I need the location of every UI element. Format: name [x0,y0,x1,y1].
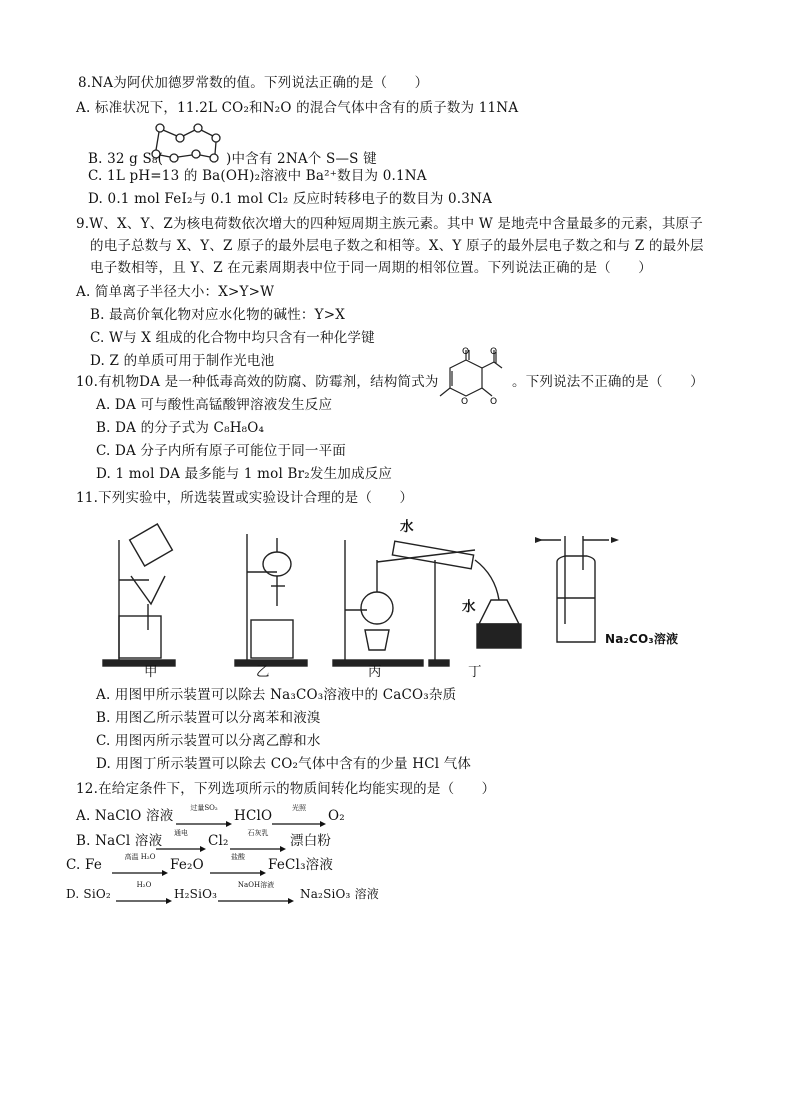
q10-stem-suffix: 。下列说法不正确的是（ ） [512,374,704,390]
q12-stem: 12.在给定条件下，下列选项所示的物质间转化均能实现的是（ ） [76,781,496,797]
q8-option-b-prefix: B. 32 g S₈( [88,151,164,167]
q10-option-a: A. DA 可与酸性高锰酸钾溶液发生反应 [96,397,333,413]
q12-d-arrow2: NaOH溶液 [218,881,294,895]
q12-b-product: 漂白粉 [290,833,332,849]
water-inlet-label: 水 [400,519,414,535]
q8-option-a: A. 标准状况下，11.2L CO₂和N₂O 的混合气体中含有的质子数为 11NA [76,100,519,116]
q12-a-arrow2: 光照 [272,804,326,818]
q11-option-a: A. 用图甲所示装置可以除去 Na₃CO₃溶液中的 CaCO₃杂质 [96,687,457,703]
q8-option-d: D. 0.1 mol FeI₂与 0.1 mol Cl₂ 反应时转移电子的数目为 0.3NA [88,191,493,207]
q8-option-b-suffix: )中含有 2NA个 S—S 键 [226,151,377,167]
q12-b-arrow1: 通电 [156,829,206,843]
q12-d-arrow1: H₂O [116,881,172,895]
q12-c-intermediate: Fe₂O [170,857,204,873]
figure-label-ding: 丁 [468,664,482,680]
q10-option-d: D. 1 mol DA 最多能与 1 mol Br₂发生加成反应 [96,466,393,482]
da-structure-formula [432,346,504,414]
q12-c-arrow2: 盐酸 [210,853,266,867]
figure-label-yi: 乙 [256,664,270,680]
na2co3-solution-label: Na₂CO₃溶液 [605,632,679,646]
q12-d-product: Na₂SiO₃ 溶液 [300,887,379,901]
svg-text:O: O [490,347,498,357]
q12-a-arrow1: 过量SO₂ [176,804,232,818]
q12-a-reactant: A. NaClO 溶液 [76,808,174,824]
q9-stem-line2: 的电子总数与 X、Y、Z 原子的最外层电子数之和相等。X、Y 原子的最外层电子数之和与 Z 的最外层 [90,238,704,254]
q12-d-reactant: D. SiO₂ [66,887,111,901]
q8-option-c: C. 1L pH=13 的 Ba(OH)₂溶液中 Ba²⁺数目为 0.1NA [88,168,427,184]
q10-stem-prefix: 10.有机物DA 是一种低毒高效的防腐、防霉剂，结构简式为 [76,374,439,390]
figure-label-jia: 甲 [144,664,158,680]
svg-text:O: O [490,397,498,407]
q12-c-reactant: C. Fe [66,857,103,873]
q9-stem-line1: 9.W、X、Y、Z为核电荷数依次增大的四种短周期主族元素。其中 W 是地壳中含量最多的元素，其原子 [76,216,703,232]
q12-b-intermediate: Cl₂ [208,833,229,849]
svg-text:O: O [462,347,470,357]
q9-option-d: D. Z 的单质可用于制作光电池 [90,353,275,369]
svg-text:O: O [461,397,469,407]
water-outlet-label: 水 [462,599,476,615]
q11-stem: 11.下列实验中，所选装置或实验设计合理的是（ ） [76,490,414,506]
q12-c-product: FeCl₃溶液 [268,857,334,873]
q12-b-arrow2: 石灰乳 [230,829,286,843]
q12-d-intermediate: H₂SiO₃ [174,887,218,901]
q12-a-product: O₂ [328,808,345,824]
q11-option-b: B. 用图乙所示装置可以分离苯和液溴 [96,710,321,726]
q8-stem: 8.NA为阿伏加德罗常数的值。下列说法正确的是（ ） [78,75,429,91]
q11-option-d: D. 用图丁所示装置可以除去 CO₂气体中含有的少量 HCl 气体 [96,756,472,772]
q11-option-c: C. 用图丙所示装置可以分离乙醇和水 [96,733,321,749]
q9-option-c: C. W与 X 组成的化合物中均只含有一种化学键 [90,330,375,346]
q11-apparatus-figure [95,520,715,685]
figure-label-bing: 丙 [368,664,382,680]
q12-a-intermediate: HClO [234,808,273,824]
q9-option-b: B. 最高价氧化物对应水化物的碱性：Y>X [90,307,346,323]
q12-c-arrow1: 高温 H₂O [112,853,168,867]
q9-option-a: A. 简单离子半径大小：X>Y>W [76,284,275,300]
q9-stem-line3: 电子数相等，且 Y、Z 在元素周期表中位于同一周期的相邻位置。下列说法正确的是（ ） [90,260,652,276]
q10-option-c: C. DA 分子内所有原子可能位于同一平面 [96,443,346,459]
q10-option-b: B. DA 的分子式为 C₈H₈O₄ [96,420,265,436]
q12-b-reactant: B. NaCl 溶液 [76,833,163,849]
